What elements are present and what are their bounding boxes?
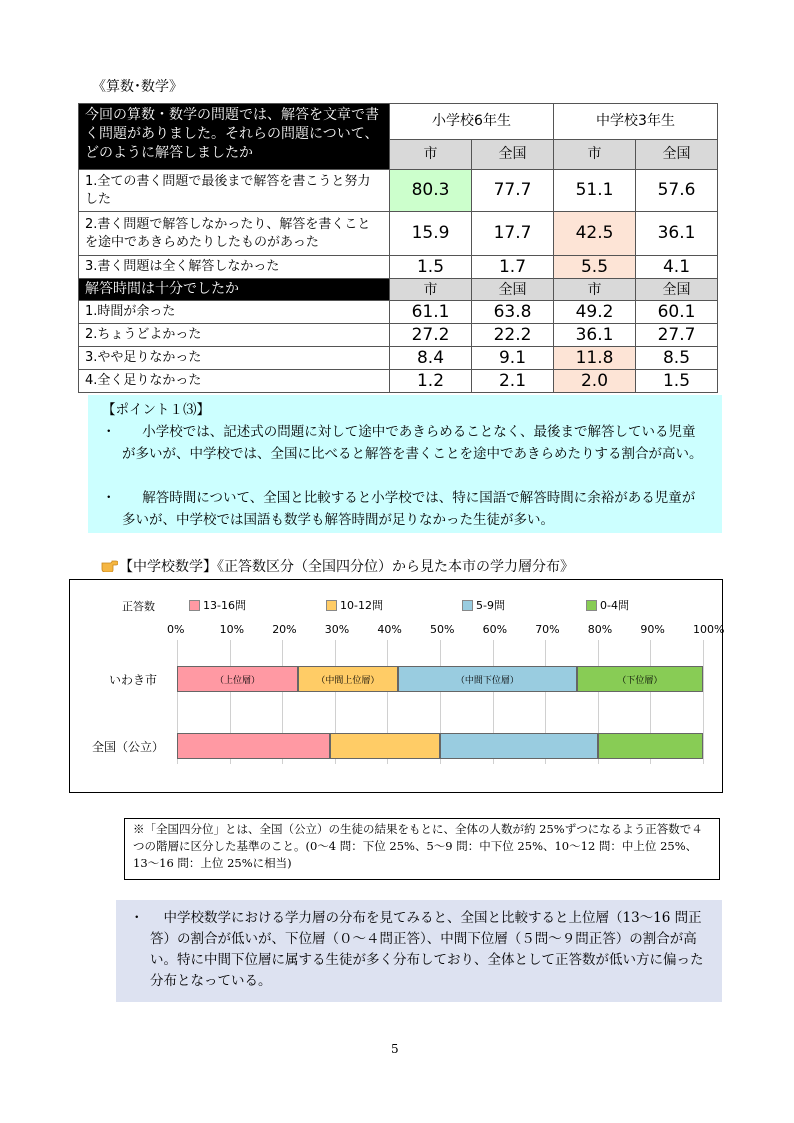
x-tick-label: 40% <box>377 623 402 636</box>
value-cell: 11.8 <box>554 347 636 370</box>
legend-title: 正答数 <box>122 600 155 613</box>
value-cell: 1.7 <box>472 256 554 279</box>
bullet: ・ <box>102 424 116 440</box>
row-label: 2.ちょうどよかった <box>79 324 390 347</box>
value-cell: 1.5 <box>390 256 472 279</box>
legend-label: 5-9問 <box>476 599 505 612</box>
x-tick-label: 50% <box>430 623 455 636</box>
bar-segment: （下位層） <box>577 666 703 692</box>
table-row <box>79 256 718 279</box>
x-tick-label: 100% <box>693 623 725 636</box>
legend-label: 13-16問 <box>203 599 246 612</box>
value-cell: 17.7 <box>472 212 554 256</box>
row-label: 2.書く問題で解答しなかったり、解答を書くことを途中であきらめたりしたものがあった <box>79 212 390 256</box>
value-cell: 36.1 <box>554 324 636 347</box>
value-cell: 15.9 <box>390 212 472 256</box>
value-cell: 5.5 <box>554 256 636 279</box>
row-label: 3.やや足りなかった <box>79 347 390 370</box>
col-city: 市 <box>554 140 636 170</box>
table-row <box>79 170 718 212</box>
legend-label: 0-4問 <box>600 599 629 612</box>
gridline <box>703 640 704 764</box>
bar-segment: （中間下位層） <box>398 666 577 692</box>
x-tick-label: 90% <box>640 623 665 636</box>
legend-label: 10-12問 <box>340 599 383 612</box>
bar-segment: （上位層） <box>177 666 298 692</box>
value-cell: 2.0 <box>554 370 636 393</box>
page-number: 5 <box>391 1042 399 1056</box>
question-cell: 今回の算数・数学の問題では、解答を文章で書く問題がありました。それらの問題について、どのように解答しましたか <box>79 104 390 170</box>
value-cell: 2.1 <box>472 370 554 393</box>
value-cell: 57.6 <box>636 170 718 212</box>
chart-title: 【中学校数学】《正答数区分（全国四分位）から見た本市の学力層分布》 <box>119 559 574 575</box>
x-tick-label: 80% <box>587 623 613 636</box>
table-row <box>79 370 718 393</box>
point-box <box>88 395 722 533</box>
table-row <box>79 347 718 370</box>
value-cell: 80.3 <box>390 170 472 212</box>
value-cell: 60.1 <box>636 301 718 324</box>
col-national: 全国 <box>472 140 554 170</box>
summary-box <box>116 900 722 1002</box>
note-box: ※「全国四分位」とは、全国（公立）の生徒の結果をもとに、全体の人数が約 25%ずつになるよう正答数で４つの階層に区分した基準のこと。(0～4 問：下位 25%、5～9 問：中下位 25%、10～12 問：中上位 25%、13～16 問：上位 25%に相当) <box>124 818 720 880</box>
value-cell: 27.7 <box>636 324 718 347</box>
x-tick-label: 30% <box>324 623 350 636</box>
table-row <box>79 212 718 256</box>
question2-cell: 解答時間は十分でしたか <box>79 279 390 301</box>
bar-segment <box>598 733 703 759</box>
value-cell: 77.7 <box>472 170 554 212</box>
point-title: 【ポイント１⑶】 <box>102 402 210 418</box>
value-cell: 36.1 <box>636 212 718 256</box>
point-item-text: 解答時間について、全国と比較すると小学校では、特に国語で解答時間に余裕がある児童が多いが、中学校では国語も数学も解答時間が足りなかった生徒が多い。 <box>122 490 696 528</box>
point-item-text: 小学校では、記述式の問題に対して途中であきらめることなく、最後まで解答している児童が多いが、中学校では、全国に比べると解答を書くことを途中であきらめたりする割合が高い。 <box>122 424 703 462</box>
value-cell: 22.2 <box>472 324 554 347</box>
value-cell: 51.1 <box>554 170 636 212</box>
value-cell: 8.4 <box>390 347 472 370</box>
pointing-hand-icon <box>101 557 118 576</box>
col-city: 市 <box>554 279 636 301</box>
bar-segment <box>440 733 598 759</box>
row-label: 1.全ての書く問題で最後まで解答を書こうと努力した <box>79 170 390 212</box>
value-cell: 4.1 <box>636 256 718 279</box>
legend-swatch <box>189 600 200 611</box>
bar-segment: （中間上位層） <box>298 666 398 692</box>
legend-swatch <box>326 600 337 611</box>
bullet: ・ <box>130 910 144 926</box>
chart-box <box>69 579 723 793</box>
x-tick-label: 70% <box>535 623 560 636</box>
row-label: 3.書く問題は全く解答しなかった <box>79 256 390 279</box>
bar-segment <box>177 733 330 759</box>
x-tick-label: 60% <box>482 623 508 636</box>
bullet: ・ <box>102 490 116 506</box>
value-cell: 27.2 <box>390 324 472 347</box>
col-national: 全国 <box>472 279 554 301</box>
col-national: 全国 <box>636 279 718 301</box>
survey-table <box>78 103 718 393</box>
junior-header: 中学校3年生 <box>554 104 718 140</box>
col-city: 市 <box>390 279 472 301</box>
elementary-header: 小学校6年生 <box>390 104 554 140</box>
table-row <box>79 324 718 347</box>
x-tick-label: 10% <box>219 623 245 636</box>
value-cell: 1.2 <box>390 370 472 393</box>
category-label: 全国（公立） <box>92 740 165 754</box>
value-cell: 1.5 <box>636 370 718 393</box>
table-row <box>79 301 718 324</box>
summary-text: 中学校数学における学力層の分布を見てみると、全国と比較すると上位層（13～16 問正答）の割合が低いが、下位層（０～４問正答）、中間下位層（５問～９問正答）の割合が高い。特に中間下位層に属する生徒が多く分布しており、全体として正答数が低い方に偏った分布となっている。 <box>150 910 704 989</box>
x-tick-label: 0% <box>167 623 185 636</box>
row-label: 1.時間が余った <box>79 301 390 324</box>
bar-segment <box>330 733 440 759</box>
value-cell: 63.8 <box>472 301 554 324</box>
value-cell: 49.2 <box>554 301 636 324</box>
value-cell: 61.1 <box>390 301 472 324</box>
section-title: 《算数･数学》 <box>92 79 183 95</box>
category-label: いわき市 <box>109 673 158 687</box>
row-label: 4.全く足りなかった <box>79 370 390 393</box>
x-tick-label: 20% <box>272 623 297 636</box>
col-national: 全国 <box>636 140 718 170</box>
legend-swatch <box>462 600 473 611</box>
value-cell: 8.5 <box>636 347 718 370</box>
value-cell: 42.5 <box>554 212 636 256</box>
legend-swatch <box>586 600 597 611</box>
value-cell: 9.1 <box>472 347 554 370</box>
col-city: 市 <box>390 140 472 170</box>
